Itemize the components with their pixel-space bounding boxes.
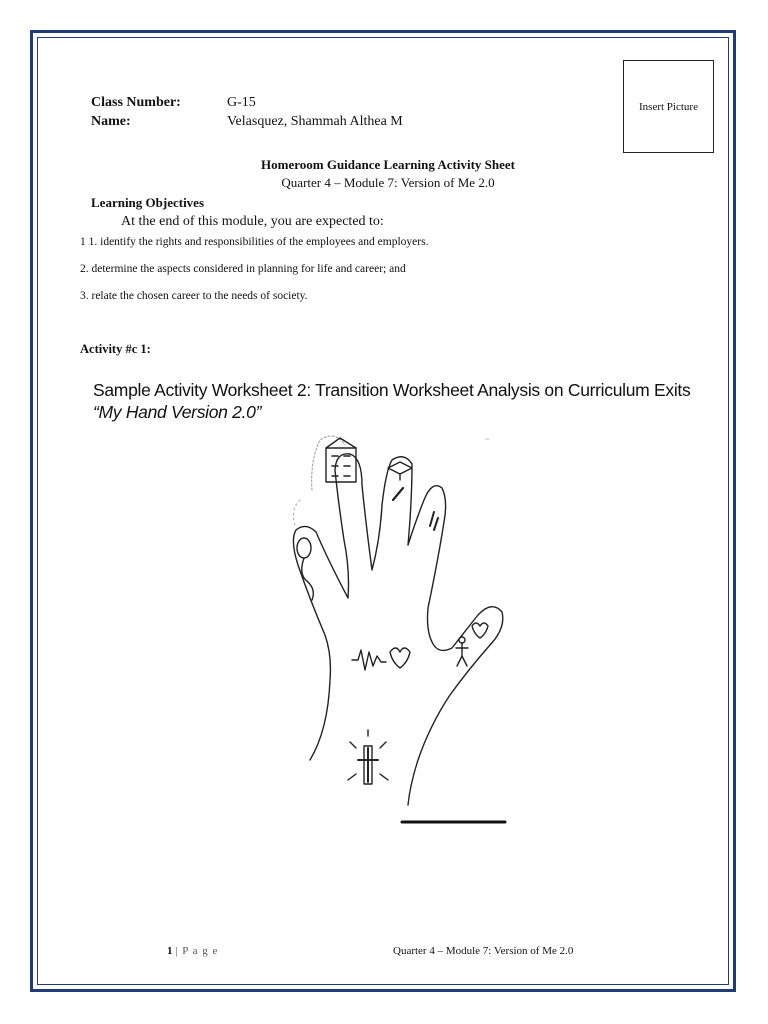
worksheet-title: Sample Activity Worksheet 2: Transition Worksheet Analysis on Curriculum Exits bbox=[93, 380, 691, 400]
activity-label: Activity #c 1: bbox=[80, 342, 151, 356]
name-value: Velasquez, Shammah Althea M bbox=[227, 114, 403, 129]
objective-item-2: 2. determine the aspects considered in planning for life and career; and bbox=[80, 263, 406, 275]
footer-module: Quarter 4 – Module 7: Version of Me 2.0 bbox=[393, 945, 574, 957]
photo-placeholder-text: Insert Picture bbox=[639, 100, 698, 113]
objective-item-3: 3. relate the chosen career to the needs of society. bbox=[80, 290, 308, 302]
sheet-subtitle: Quarter 4 – Module 7: Version of Me 2.0 bbox=[281, 175, 495, 190]
name-label: Name: bbox=[91, 114, 131, 129]
worksheet-subtitle: “My Hand Version 2.0” bbox=[93, 402, 262, 422]
objectives-intro: At the end of this module, you are expected to: bbox=[121, 214, 384, 229]
sheet-title: Homeroom Guidance Learning Activity Sheet bbox=[261, 157, 515, 172]
objective-item-1: 1 1. identify the rights and responsibilities of the employees and employers. bbox=[80, 236, 429, 248]
svg-text:~: ~ bbox=[485, 435, 490, 444]
footer-page bbox=[167, 945, 218, 957]
class-number-value: G-15 bbox=[227, 95, 256, 110]
hand-drawing bbox=[240, 430, 540, 830]
page-word: | P a g e bbox=[175, 945, 219, 957]
objectives-heading: Learning Objectives bbox=[91, 195, 205, 210]
photo-placeholder-box bbox=[623, 60, 714, 153]
class-number-label: Class Number: bbox=[91, 95, 181, 110]
page-number: 1 bbox=[167, 945, 173, 957]
